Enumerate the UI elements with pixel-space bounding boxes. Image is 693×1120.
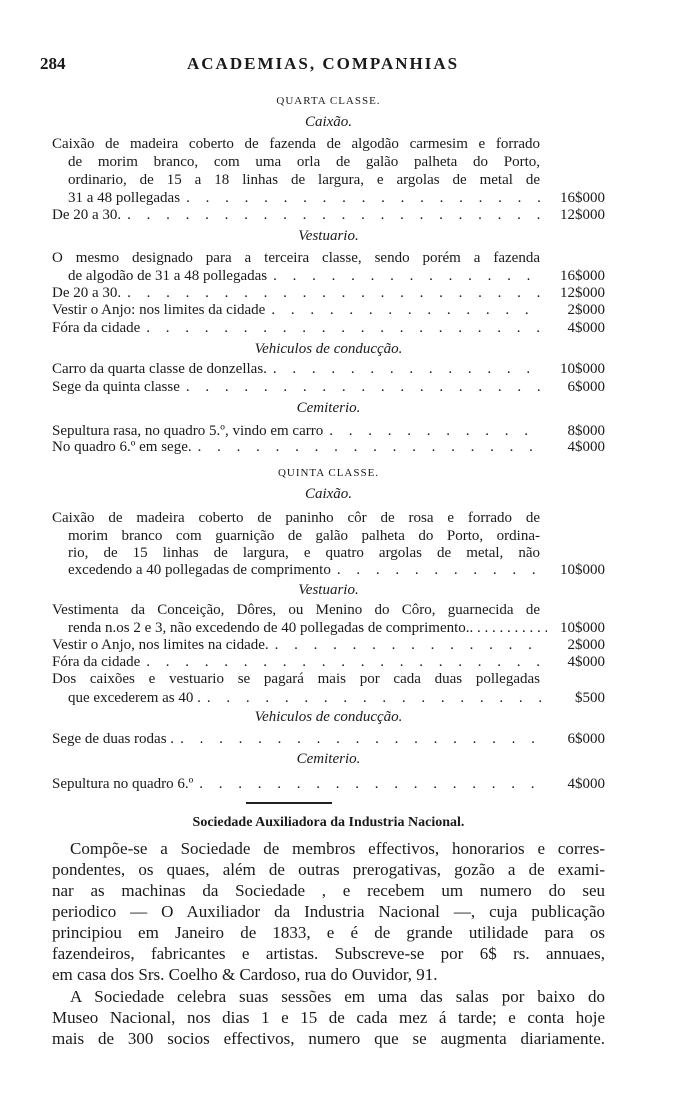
desc-line: Vestimenta da Conceição, Dôres, ou Menino do Côro, guarnecida de <box>52 602 540 618</box>
price: 12$000 <box>560 207 605 223</box>
item-label: Fóra da cidade <box>52 320 141 336</box>
price: 12$000 <box>560 285 605 301</box>
item-label: 31 a 48 pollegadas <box>68 190 181 206</box>
price: 4$000 <box>567 776 605 792</box>
subheading: Vehiculos de conducção. <box>254 341 403 357</box>
desc-line: O mesmo designado para a terceira classe, sendo porém a fazenda <box>52 250 540 266</box>
item-label: de algodão de 31 a 48 pollegadas <box>68 268 268 284</box>
desc-line: Dos caixões e vestuario se pagará mais por cada duas pollegadas <box>52 671 540 687</box>
paragraph-line: pondentes, os quaes, além de outras prerogativas, gozão a de exami- <box>52 860 605 879</box>
price-row <box>52 301 605 319</box>
subheading: Vestuario. <box>298 228 359 244</box>
subheading: Caixão. <box>304 114 353 130</box>
price-row <box>68 189 605 207</box>
paragraph-line: periodico — O Auxiliador da Industria Nacional —, cuja publicação <box>52 902 605 921</box>
price-row <box>52 730 605 748</box>
section-heading: QUARTA CLASSE. <box>276 95 381 107</box>
price: $500 <box>575 690 605 706</box>
item-label: De 20 a 30. <box>52 207 122 223</box>
item-label: No quadro 6.º em sege. <box>52 439 192 455</box>
price: 8$000 <box>567 423 605 439</box>
section-heading: QUINTA CLASSE. <box>277 467 380 479</box>
desc-line: morim branco com guarnição de galão palheta do Porto, ordina- <box>68 528 540 544</box>
section-divider <box>246 802 332 804</box>
price-row <box>68 689 605 707</box>
price: 4$000 <box>567 654 605 670</box>
desc-line: Caixão de madeira coberto de fazenda de algodão carmesim e forrado <box>52 136 540 152</box>
paragraph-line: em casa dos Srs. Coelho & Cardoso, rua do Ouvidor, 91. <box>52 965 438 984</box>
item-label: Carro da quarta classe de donzellas. <box>52 361 267 377</box>
page-title: ACADEMIAS, COMPANHIAS <box>187 54 460 73</box>
item-label: Fóra da cidade <box>52 654 141 670</box>
item-label: Sege da quinta classe <box>52 379 180 395</box>
price-row <box>52 206 605 224</box>
subheading: Caixão. <box>304 486 353 502</box>
price-row <box>52 438 605 456</box>
paragraph-line: fazendeiros, fabricantes e artistas. Subscreve-se por 6$ rs. annuaes, <box>52 944 605 963</box>
price: 6$000 <box>567 379 605 395</box>
item-label: De 20 a 30. <box>52 285 122 301</box>
price-row <box>68 267 605 285</box>
subheading: Vestuario. <box>298 582 359 598</box>
item-label: excedendo a 40 pollegadas de comprimento <box>68 562 331 578</box>
desc-line: de morim branco, com uma orla de galão palheta do Porto, <box>68 154 540 170</box>
price-row <box>52 378 605 396</box>
price: 4$000 <box>567 320 605 336</box>
price: 10$000 <box>560 620 605 636</box>
price-row <box>68 561 605 579</box>
price: 6$000 <box>567 731 605 747</box>
price: 16$000 <box>560 268 605 284</box>
price-row <box>52 653 605 671</box>
paragraph-line: Compõe-se a Sociedade de membros effectivos, honorarios e corres- <box>70 839 605 858</box>
paragraph-line: mais de 300 socios effectivos, numero que se augmenta diariamente. <box>52 1029 605 1048</box>
item-label: Vestir o Anjo, nos limites na cidade. <box>52 637 269 653</box>
price: 2$000 <box>567 302 605 318</box>
price-row <box>52 636 605 654</box>
price: 4$000 <box>567 439 605 455</box>
item-label: Sepultura no quadro 6.º <box>52 776 194 792</box>
subheading: Cemiterio. <box>296 751 361 767</box>
desc-line: ordinario, de 15 a 18 linhas de largura, e argolas de metal de <box>68 172 540 188</box>
price-row <box>52 319 605 337</box>
item-label: Sepultura rasa, no quadro 5.º, vindo em carro <box>52 423 324 439</box>
price: 16$000 <box>560 190 605 206</box>
desc-line: Caixão de madeira coberto de paninho côr de rosa e forrado de <box>52 510 540 526</box>
article-title: Sociedade Auxiliadora da Industria Nacional. <box>192 815 465 830</box>
price-row <box>52 284 605 302</box>
paragraph-line: A Sociedade celebra suas sessões em uma das salas por baixo do <box>70 987 605 1006</box>
paragraph-line: Museo Nacional, nos dias 1 e 15 de cada mez á tarde; e conta hoje <box>52 1008 605 1027</box>
item-label: renda n.os 2 e 3, não excedendo de 40 pollegadas de comprimento. <box>68 620 470 636</box>
subheading: Vehiculos de conducção. <box>254 709 403 725</box>
price-row <box>52 360 605 378</box>
page-number: 284 <box>40 54 66 73</box>
desc-line: rio, de 15 linhas de largura, e quatro argolas de metal, não <box>68 545 540 561</box>
item-label: que excederem as 40 . <box>68 690 201 706</box>
paragraph-line: principiou em Janeiro de 1833, e é de grande utilidade para os <box>52 923 605 942</box>
paragraph-line: nar as machinas da Sociedade , e recebem um numero do seu <box>52 881 605 900</box>
price: 10$000 <box>560 562 605 578</box>
item-label: Sege de duas rodas . <box>52 731 175 747</box>
price-row <box>52 775 605 793</box>
price-row <box>68 619 605 637</box>
subheading: Cemiterio. <box>296 400 361 416</box>
price: 10$000 <box>560 361 605 377</box>
price: 2$000 <box>567 637 605 653</box>
item-label: Vestir o Anjo: nos limites da cidade <box>52 302 266 318</box>
